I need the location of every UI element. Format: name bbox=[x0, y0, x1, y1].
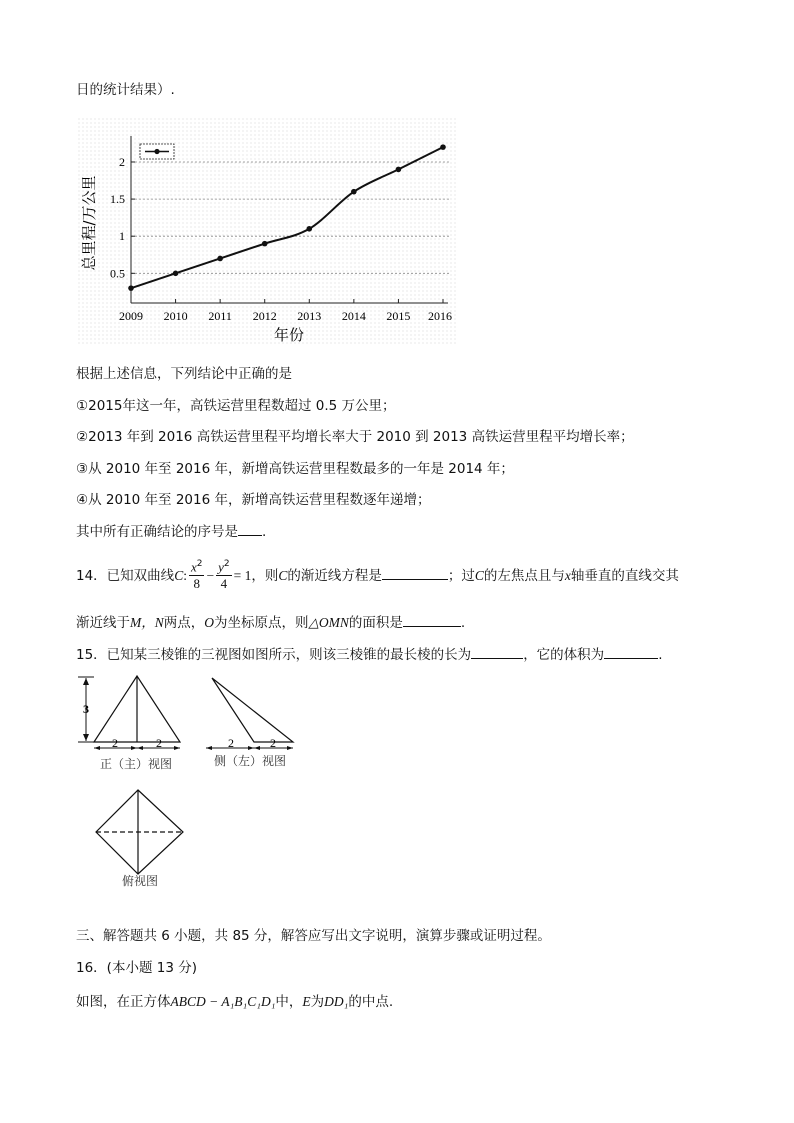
y-tick-label: 2 bbox=[119, 154, 125, 169]
side-view-figure bbox=[200, 672, 310, 776]
q14-fraction-x: $\frac{x^2}{8}$ bbox=[190, 558, 203, 592]
data-point bbox=[396, 167, 402, 173]
q16-header: 16．(本小题 13 分) bbox=[76, 960, 197, 976]
q14-blank-2 bbox=[403, 612, 461, 627]
q14-line-2: 渐近线于M，N两点，O为坐标原点，则△OMN的面积是 . bbox=[76, 612, 465, 633]
legend bbox=[140, 144, 174, 159]
q16-cube: ABCD − A₁B₁C₁D₁ bbox=[170, 994, 276, 1009]
q13-item-2: ②2013 年到 2016 高铁运营里程平均增长率大于 2010 到 2013 高铁运营里程平均增长率； bbox=[76, 429, 634, 445]
front-width-2: 2 bbox=[156, 736, 162, 750]
q14-triangle: △OMN bbox=[308, 615, 349, 630]
q13-item-4: ④从 2010 年至 2016 年，新增高铁运营里程数逐年递增； bbox=[76, 492, 431, 508]
data-point bbox=[128, 285, 134, 291]
legend-marker bbox=[154, 149, 159, 154]
data-point bbox=[440, 144, 446, 150]
front-view-figure bbox=[76, 672, 196, 776]
top-view-label: 俯视图 bbox=[122, 874, 159, 888]
q16-segment: DD₁ bbox=[324, 994, 349, 1009]
section-3-heading: 三、解答题共 6 小题，共 85 分，解答应写出文字说明，演算步骤或证明过程。 bbox=[76, 928, 551, 944]
x-tick-label: 2009 bbox=[119, 309, 143, 323]
x-tick-label: 2014 bbox=[341, 309, 366, 323]
x-tick-label: 2010 bbox=[163, 309, 188, 323]
q14-curve: C bbox=[174, 568, 184, 583]
front-view-label: 正（主）视图 bbox=[100, 757, 173, 771]
x-tick-label: 2012 bbox=[252, 309, 277, 323]
q13-conclusion-line: 其中所有正确结论的序号是 . bbox=[76, 521, 266, 542]
q13-item-1: ①2015年这一年，高铁运营里程数超过 0.5 万公里； bbox=[76, 398, 396, 414]
x-tick-label: 2015 bbox=[386, 309, 411, 323]
y-tick-label: 0.5 bbox=[110, 266, 125, 281]
line-chart bbox=[78, 118, 458, 346]
q13-prompt: 根据上述信息，下列结论中正确的是 bbox=[76, 366, 292, 382]
x-tick-label: 2011 bbox=[208, 309, 232, 323]
x-tick-label: 2013 bbox=[297, 309, 322, 323]
front-width-1: 2 bbox=[112, 736, 118, 750]
x-tick-label: 2016 bbox=[428, 309, 452, 323]
q14-eq-rest: = 1 bbox=[233, 568, 252, 583]
y-tick-label: 1 bbox=[119, 229, 125, 244]
q14-line-1: 14．已知双曲线C: $\frac{x^2}{8}$ − $\frac{y^2}{4}$ = 1，则C的渐近线方程是 ；过C的左焦点且与x轴垂直的直线交其 bbox=[76, 558, 679, 592]
q15-line: 15．已知某三棱锥的三视图如图所示，则该三棱锥的最长棱的长为 ，它的体积为 . bbox=[76, 644, 662, 665]
q14-number: 14．已知双曲线 bbox=[76, 568, 175, 584]
data-point bbox=[173, 271, 179, 277]
x-axis-label: 年份 bbox=[273, 326, 305, 344]
side-width-1: 2 bbox=[228, 736, 234, 750]
side-view-label: 侧（左）视图 bbox=[214, 754, 287, 768]
q14-blank-1 bbox=[382, 565, 448, 580]
y-axis-label: 总里程/万公里 bbox=[80, 175, 98, 271]
q16-line: 如图，在正方体ABCD − A₁B₁C₁D₁中，E为DD₁的中点. bbox=[76, 994, 394, 1010]
front-height-label: 3 bbox=[83, 702, 89, 716]
data-point bbox=[351, 189, 357, 195]
q15-blank-1 bbox=[471, 644, 523, 659]
y-tick-label: 1.5 bbox=[110, 192, 125, 207]
q13-item-3: ③从 2010 年至 2016 年，新增高铁运营里程数最多的一年是 2014 年； bbox=[76, 461, 514, 477]
intro-tail: 日的统计结果）. bbox=[76, 82, 175, 98]
top-view-figure bbox=[90, 786, 200, 890]
q13-conclusion: 其中所有正确结论的序号是 bbox=[76, 524, 238, 540]
q13-answer-blank bbox=[238, 521, 262, 536]
side-width-2: 2 bbox=[270, 736, 276, 750]
q14-fraction-y: $\frac{y^2}{4}$ bbox=[218, 558, 230, 592]
q15-blank-2 bbox=[604, 644, 658, 659]
data-point bbox=[262, 241, 268, 247]
data-point bbox=[217, 256, 223, 262]
data-point bbox=[306, 226, 312, 232]
q14-points: M，N bbox=[130, 615, 164, 630]
side-view-triangle bbox=[212, 678, 293, 742]
